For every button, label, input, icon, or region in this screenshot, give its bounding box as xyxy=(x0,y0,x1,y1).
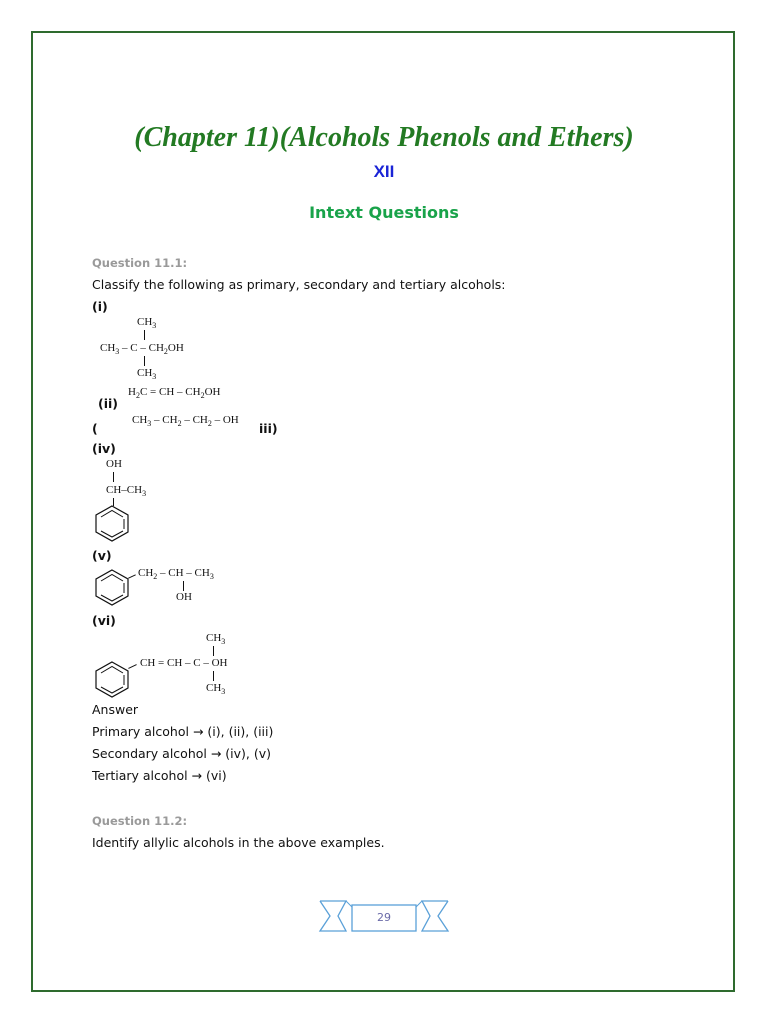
question-11-2-text: Identify allylic alcohols in the above examples. xyxy=(92,835,385,850)
question-11-2-label: Question 11.2: xyxy=(92,814,188,828)
structure-i: $CH_3$ $CH_3$ – C – $CH_2OH$ $CH_3$ xyxy=(100,316,184,382)
item-label-iii-open: ( xyxy=(92,421,98,436)
chapter-title: (Chapter 11)(Alcohols Phenols and Ethers) xyxy=(134,122,634,153)
structure-iii: $CH_3 - CH_2 - CH_2$ – OH xyxy=(132,414,239,429)
benzene-ring-icon xyxy=(92,504,132,542)
page-number: 29 xyxy=(377,911,391,924)
answer-label: Answer xyxy=(92,702,139,717)
class-label: XII xyxy=(373,162,395,181)
item-label-iv: (iv) xyxy=(92,441,116,456)
answer-line-secondary: Secondary alcohol → (iv), (v) xyxy=(92,746,272,761)
item-label-v: (v) xyxy=(92,548,112,563)
item-label-ii: (ii) xyxy=(98,396,118,411)
structure-ii: $H_2C$ = CH – $CH_2OH$ xyxy=(128,386,221,401)
question-11-1-text: Classify the following as primary, secondary and tertiary alcohols: xyxy=(92,277,506,292)
structure-v: $CH_2$ – CH – $CH_3$ OH xyxy=(92,564,242,608)
page-number-ribbon xyxy=(316,897,452,937)
answer-line-tertiary: Tertiary alcohol → (vi) xyxy=(92,768,227,783)
section-title: Intext Questions xyxy=(309,203,459,222)
structure-iv: OH $CH-CH_3$ xyxy=(92,458,172,542)
answer-line-primary: Primary alcohol → (i), (ii), (iii) xyxy=(92,724,274,739)
item-label-i: (i) xyxy=(92,299,108,314)
benzene-ring-icon xyxy=(92,568,132,606)
benzene-ring-icon xyxy=(92,660,132,698)
structure-vi: $CH_3$ CH = CH – C – OH $CH_3$ xyxy=(92,630,262,698)
question-11-1-label: Question 11.1: xyxy=(92,256,188,270)
item-label-iii-close: iii) xyxy=(259,421,278,436)
item-label-vi: (vi) xyxy=(92,613,116,628)
